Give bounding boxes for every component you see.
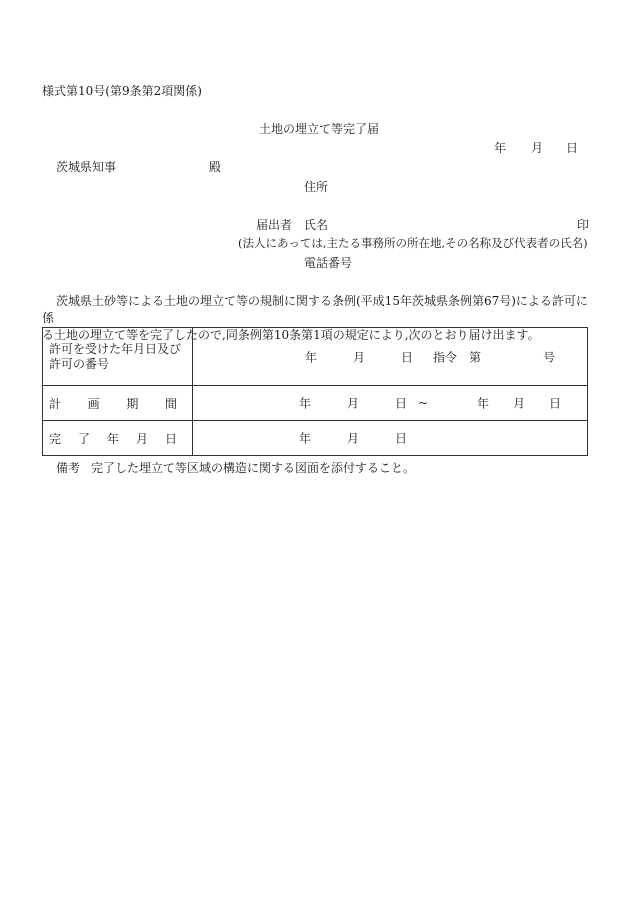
- plan-end-year-label: 年: [477, 396, 490, 411]
- permit-label-line-1: 許可を受けた年月日及び: [49, 341, 182, 356]
- completion-label-char-2: 了: [77, 431, 90, 446]
- permit-go-label: 号: [543, 350, 556, 364]
- permit-label-line-2: 許可の番号: [49, 356, 110, 371]
- completion-form-table: [42, 327, 588, 456]
- completion-year-label: 年: [299, 431, 312, 446]
- completion-date-row: [43, 421, 588, 456]
- plan-tilde: ~: [418, 396, 429, 410]
- addressee-honorific: 殿: [209, 160, 222, 174]
- permit-dai-label: 第: [469, 350, 482, 364]
- plan-start-year-label: 年: [299, 396, 312, 411]
- completion-date-label-cell: [43, 421, 193, 456]
- corporate-note: (法人にあっては,主たる事務所の所在地,その名称及び代表者の氏名): [238, 236, 588, 250]
- body-line-2: る土地の埋立て等を完了したので,同条例第10条第1項の規定により,次のとおり届け出ます。: [42, 328, 540, 342]
- completion-label-char-1: 完: [49, 431, 62, 446]
- plan-label-char-3: 期: [126, 396, 139, 411]
- phone-label: 電話番号: [304, 256, 353, 270]
- addressee-name: 茨城県知事: [56, 160, 117, 174]
- permit-value-cell[interactable]: [193, 328, 588, 386]
- form-number: 様式第10号(第9条第2項関係): [42, 84, 202, 98]
- completion-label-char-5: 日: [164, 431, 177, 446]
- completion-label-char-4: 月: [135, 431, 148, 446]
- completion-date-value-cell[interactable]: [193, 421, 588, 456]
- permit-day-label: 日: [401, 350, 414, 364]
- permit-directive-label: 指令: [433, 350, 458, 364]
- completion-label-char-3: 年: [106, 431, 119, 446]
- address-label: 住所: [304, 180, 329, 194]
- document-title: 土地の埋立て等完了届: [259, 122, 380, 136]
- plan-start-month-label: 月: [347, 396, 360, 411]
- permit-row: [43, 328, 588, 386]
- plan-period-label-cell: [43, 386, 193, 421]
- plan-period-value-cell[interactable]: [193, 386, 588, 421]
- applicant-name-label: 氏名: [304, 218, 329, 232]
- date-day-label: 日: [566, 141, 579, 155]
- plan-label-char-4: 間: [164, 396, 177, 411]
- completion-day-label: 日: [395, 431, 408, 446]
- body-line-1: 茨城県土砂等による土地の埋立て等の規制に関する条例(平成15年茨城県条例第67号)による許可に係: [42, 294, 588, 325]
- remarks-text: 完了した埋立て等区域の構造に関する図面を添付すること。: [91, 461, 416, 475]
- plan-period-row: [43, 386, 588, 421]
- remarks-label: 備考: [56, 461, 81, 475]
- completion-month-label: 月: [347, 431, 360, 446]
- plan-end-month-label: 月: [513, 396, 526, 411]
- applicant-role-label: 届出者: [256, 218, 293, 232]
- plan-label-char-2: 画: [87, 396, 100, 411]
- plan-end-day-label: 日: [549, 396, 562, 411]
- permit-label-cell: [43, 328, 193, 386]
- plan-label-char-1: 計: [49, 396, 62, 411]
- date-month-label: 月: [531, 141, 544, 155]
- seal-mark: 印: [577, 218, 590, 232]
- date-year-label: 年: [494, 141, 507, 155]
- permit-month-label: 月: [353, 350, 366, 364]
- plan-start-day-label: 日: [395, 396, 408, 411]
- permit-year-label: 年: [305, 350, 318, 364]
